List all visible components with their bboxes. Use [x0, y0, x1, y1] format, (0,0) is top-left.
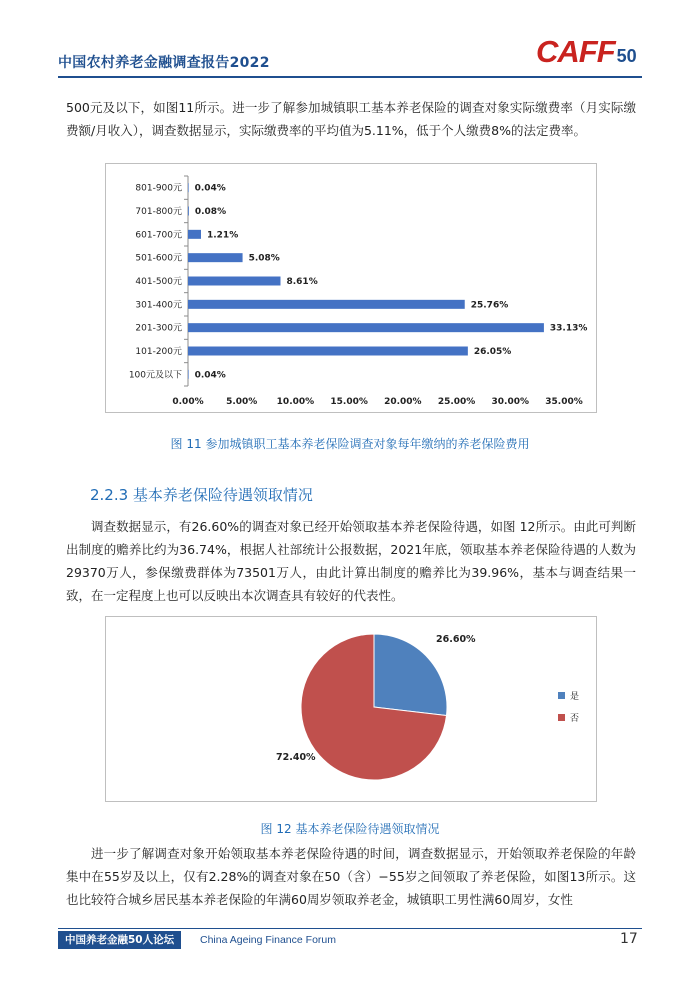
data-label: 33.13% — [549, 323, 588, 334]
bar — [188, 370, 189, 379]
data-label: 0.04% — [194, 183, 226, 194]
data-label: 5.08% — [248, 253, 280, 264]
footer-divider — [58, 928, 642, 929]
bar — [188, 300, 465, 309]
logo-number: 50 — [616, 46, 637, 66]
forum-badge: 中国养老金融50人论坛 — [58, 931, 181, 949]
x-tick-label: 35.00% — [545, 397, 583, 407]
bar — [188, 207, 189, 216]
bar — [188, 183, 189, 192]
data-label: 25.76% — [470, 300, 509, 311]
pie-chart-svg — [106, 617, 598, 803]
report-title: 中国农村养老金融调查报告2022 — [58, 55, 270, 71]
category-label: 601-700元 — [135, 230, 182, 241]
legend-label: 是 — [570, 692, 580, 702]
category-label: 801-900元 — [135, 183, 182, 194]
category-label: 201-300元 — [135, 323, 182, 334]
legend-swatch — [558, 692, 565, 699]
category-label: 100元及以下 — [128, 370, 182, 381]
logo-text: CAFF — [536, 34, 615, 69]
forum-english-name: China Ageing Finance Forum — [200, 934, 336, 946]
x-tick-label: 15.00% — [330, 397, 368, 407]
section-heading: 2.2.3 基本养老保险待遇领取情况 — [90, 486, 313, 504]
data-label: 26.05% — [473, 347, 512, 357]
x-tick-label: 0.00% — [172, 397, 204, 407]
pie-chart-fig12 — [105, 616, 597, 802]
data-label: 0.08% — [194, 207, 227, 217]
category-label: 301-400元 — [135, 300, 182, 311]
x-tick-label: 25.00% — [437, 397, 476, 407]
legend-swatch — [558, 714, 565, 721]
bar — [188, 323, 544, 332]
category-label: 101-200元 — [135, 347, 182, 357]
bar — [188, 253, 243, 262]
pie-data-label: 26.60% — [436, 634, 476, 645]
data-label: 0.04% — [194, 370, 226, 381]
category-label: 401-500元 — [135, 277, 182, 287]
category-label: 501-600元 — [135, 253, 182, 264]
data-label: 1.21% — [206, 230, 239, 241]
bar-chart-fig11 — [105, 163, 597, 413]
paragraph-pension-status: 调查数据显示，有26.60%的调查对象已经开始领取基本养老保险待遇，如图 12所示。由此可判断出制度的赡养比约为36.74%，根据人社部统计公报数据，2021年底，领取基本养老保险待遇的人数为29370万人，参保缴费群体为73501万人，由此计算出制度的赡养比为39.96%，基本与调查结果一致，在一定程度上也可以反映出本次调查具有较好的代表性。 — [66, 519, 636, 603]
paragraph-start-age: 进一步了解调查对象开始领取基本养老保险待遇的时间，调查数据显示，开始领取养老保险的年龄集中在55岁及以上，仅有2.28%的调查对象在50（含）−55岁之间领取了养老保险，如图13所示。这也比较符合城乡居民基本养老保险的年满60周岁领取养老金，城镇职工男性满60周岁，女性 — [66, 846, 636, 907]
bar — [188, 230, 201, 239]
x-tick-label: 10.00% — [276, 397, 315, 407]
x-tick-label: 20.00% — [384, 397, 422, 407]
figure-11-caption: 图 11 参加城镇职工基本养老保险调查对象每年缴纳的养老保险费用 — [170, 437, 530, 451]
category-label: 701-800元 — [135, 207, 182, 217]
bar-chart-svg — [106, 164, 598, 414]
x-tick-label: 30.00% — [491, 397, 530, 407]
caff-logo — [536, 36, 637, 67]
x-tick-label: 5.00% — [226, 397, 258, 407]
legend-label: 否 — [570, 714, 580, 724]
data-label: 8.61% — [286, 277, 318, 287]
figure-12-caption: 图 12 基本养老保险待遇领取情况 — [260, 822, 440, 836]
pie-slice — [374, 634, 447, 716]
paragraph-intro: 500元及以下，如图11所示。进一步了解参加城镇职工基本养老保险的调查对象实际缴费率（月实际缴费额/月收入），调查数据显示，实际缴费率的平均值为5.11%，低于个人缴费8%的法定费率。 — [66, 100, 636, 138]
header-divider — [58, 76, 642, 78]
bar — [188, 277, 280, 286]
bar — [188, 347, 468, 356]
page-number: 17 — [620, 931, 638, 947]
pie-data-label: 72.40% — [276, 752, 316, 763]
